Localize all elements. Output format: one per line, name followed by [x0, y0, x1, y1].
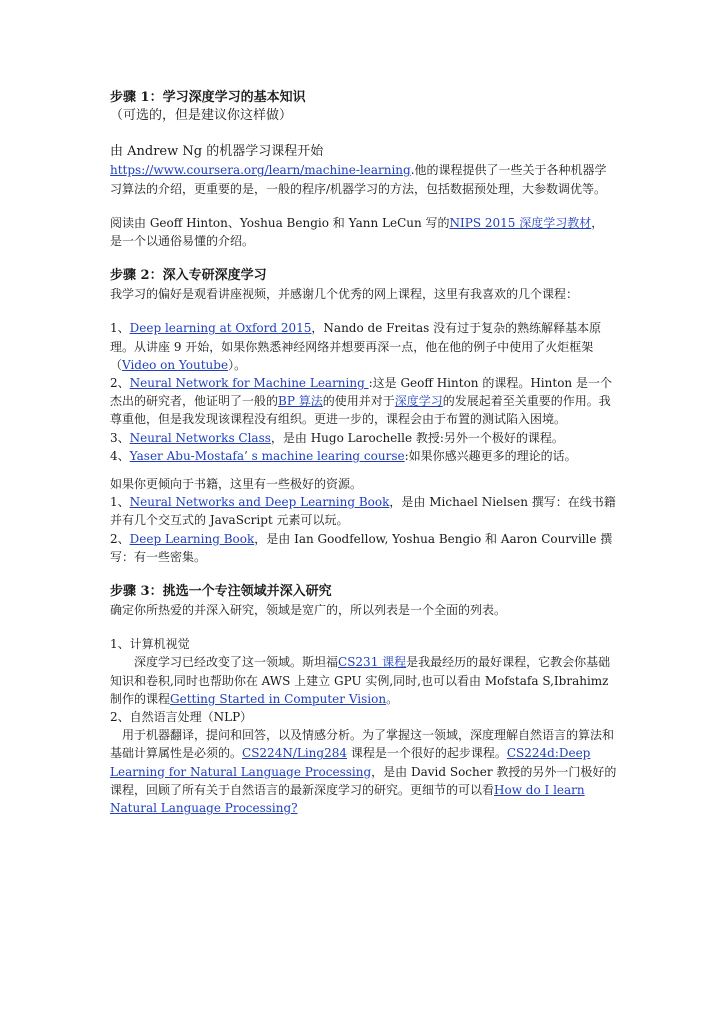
item-number: 3、 — [110, 430, 130, 445]
oxford-course-link[interactable]: Deep learning at Oxford 2015 — [129, 321, 312, 336]
course-2-text-2: 的使用并对于 — [322, 394, 395, 409]
deep-learning-link[interactable]: 深度学习 — [394, 394, 443, 409]
nips-tutorial-link[interactable]: NIPS 2015 深度学习教材 — [449, 215, 592, 230]
course-2-text: :这是 Geoff Hinton 的课程。Hinton 是一个杰出的研究者，他证明了一般的 — [110, 376, 612, 409]
step1-paragraph — [110, 161, 618, 197]
book-item-2 — [110, 530, 618, 566]
step2-heading: 步骤 2：深入专研深度学习 — [110, 268, 267, 284]
coursera-link[interactable]: https://www.coursera.org/learn/machine-learning — [110, 163, 411, 178]
area-1-heading: 1、计算机视觉 — [110, 637, 190, 652]
youtube-video-link[interactable]: Video on Youtube — [122, 357, 229, 372]
cs224d-link[interactable]: CS224d:Deep Learning for Natural Language Processing — [110, 746, 591, 779]
neural-networks-class-link[interactable]: Neural Networks Class — [129, 430, 271, 445]
course-1-text: ，Nando de Freitas 没有过于复杂的熟练解释基本原理。从讲座 9 开始，如果你熟悉神经网络并想要再深一点，他在他的例子中使用了火炬框架（ — [110, 321, 602, 372]
area-2-text: 用于机器翻译，提问和回答，以及情感分析。为了掌握这一领域，深度理解自然语言的算法和基础计算属性是必须的。 — [110, 728, 615, 761]
area-2-paragraph — [110, 726, 618, 817]
course-item-4 — [110, 447, 618, 465]
book-1-text: ，是由 Michael Nielsen 撰写：在线书籍并有几个交互式的 JavaScript 元素可以玩。 — [110, 495, 616, 528]
reading-prefix: 阅读由 Geoff Hinton、Yoshua Bengio 和 Yann LeCun 写的 — [110, 215, 450, 230]
step3-intro: 确定你所热爱的并深入研究，领域是宽广的，所以列表是一个全面的列表。 — [110, 603, 507, 618]
item-number: 1、 — [110, 321, 130, 336]
course-3-text: ，是由 Hugo Larochelle 教授:另外一个极好的课程。 — [270, 430, 564, 445]
document-content — [110, 88, 618, 817]
area-2-heading: 2、自然语言处理（NLP） — [110, 710, 253, 725]
mostafa-course-link[interactable]: Yaser Abu-Mostafa’ s machine learing course — [129, 448, 405, 463]
step1-reading — [110, 214, 618, 232]
item-number: 2、 — [110, 376, 130, 391]
deep-learning-book-link[interactable]: Deep Learning Book — [129, 531, 255, 546]
step1-intro: 由 Andrew Ng 的机器学习课程开始 — [110, 144, 324, 160]
learn-nlp-link[interactable]: How do I learn Natural Language Processing? — [110, 782, 585, 816]
course-item-3 — [110, 429, 618, 447]
area-1-paragraph — [110, 653, 618, 708]
computer-vision-course-link[interactable]: Getting Started in Computer Vision — [170, 691, 387, 706]
item-number: 1、 — [110, 495, 130, 510]
item-number: 2、 — [110, 531, 130, 546]
books-intro: 如果你更倾向于书籍，这里有一些极好的资源。 — [110, 477, 363, 492]
hinton-course-link[interactable]: Neural Network for Machine Learning — [129, 376, 369, 391]
bp-algorithm-link[interactable]: BP 算法 — [278, 394, 323, 409]
book-item-1 — [110, 493, 618, 529]
course-1-end: ）。 — [228, 357, 247, 372]
step1-reading-line2: 是一个以通俗易懂的介绍。 — [110, 234, 255, 249]
step1-heading: 步骤 1：学习深度学习的基本知识 — [110, 90, 306, 105]
course-4-text: :如果你感兴趣更多的理论的话。 — [404, 448, 577, 463]
course-item-1 — [110, 319, 618, 374]
area-1-end: 。 — [386, 691, 399, 706]
area-2-text-3: ，是由 David Socher 教授的另外一门极好的课程，回顾了所有关于自然语言的最新深度学习的研究。更细节的可以看 — [110, 764, 617, 797]
step1-text: .他的课程提供了一些关于各种机器学习算法的介绍，更重要的是，一般的程序/机器学习的方法，包括数据预处理，大参数调优等。 — [110, 163, 607, 196]
area-2-text-2: 课程是一个很好的起步课程。 — [347, 746, 507, 761]
step1-subtitle: （可选的，但是建议你这样做） — [110, 108, 293, 123]
nielsen-book-link[interactable]: Neural Networks and Deep Learning Book — [129, 495, 390, 510]
cs224n-link[interactable]: CS224N/Ling284 — [242, 746, 347, 761]
item-number: 4、 — [110, 448, 130, 463]
book-2-text: ，是由 Ian Goodfellow, Yoshua Bengio 和 Aaron Courville 撰写：有一些密集。 — [110, 531, 613, 564]
reading-suffix: ， — [591, 215, 604, 230]
step2-intro: 我学习的偏好是观看讲座视频，并感谢几个优秀的网上课程，这里有我喜欢的几个课程： — [110, 287, 579, 302]
course-item-2 — [110, 374, 618, 429]
area-1-text-2: 是我最经历的最好课程，它教会你基础知识和卷积,同时也帮助你在 AWS 上建立 GPU 实例,同时,也可以看由 Mofstafa S,Ibrahimz 制作的课程 — [110, 655, 611, 706]
step3-heading: 步骤 3：挑选一个专注领域并深入研究 — [110, 584, 332, 600]
area-1-text: 深度学习已经改变了这一领域。斯坦福 — [134, 655, 339, 670]
course-2-text-3: 的发展起着至关重要的作用。我尊重他，但是我发现该课程没有组织。更进一步的，课程会由于布置的测试陷入困境。 — [110, 394, 611, 427]
cs231-course-link[interactable]: CS231 课程 — [338, 655, 407, 670]
